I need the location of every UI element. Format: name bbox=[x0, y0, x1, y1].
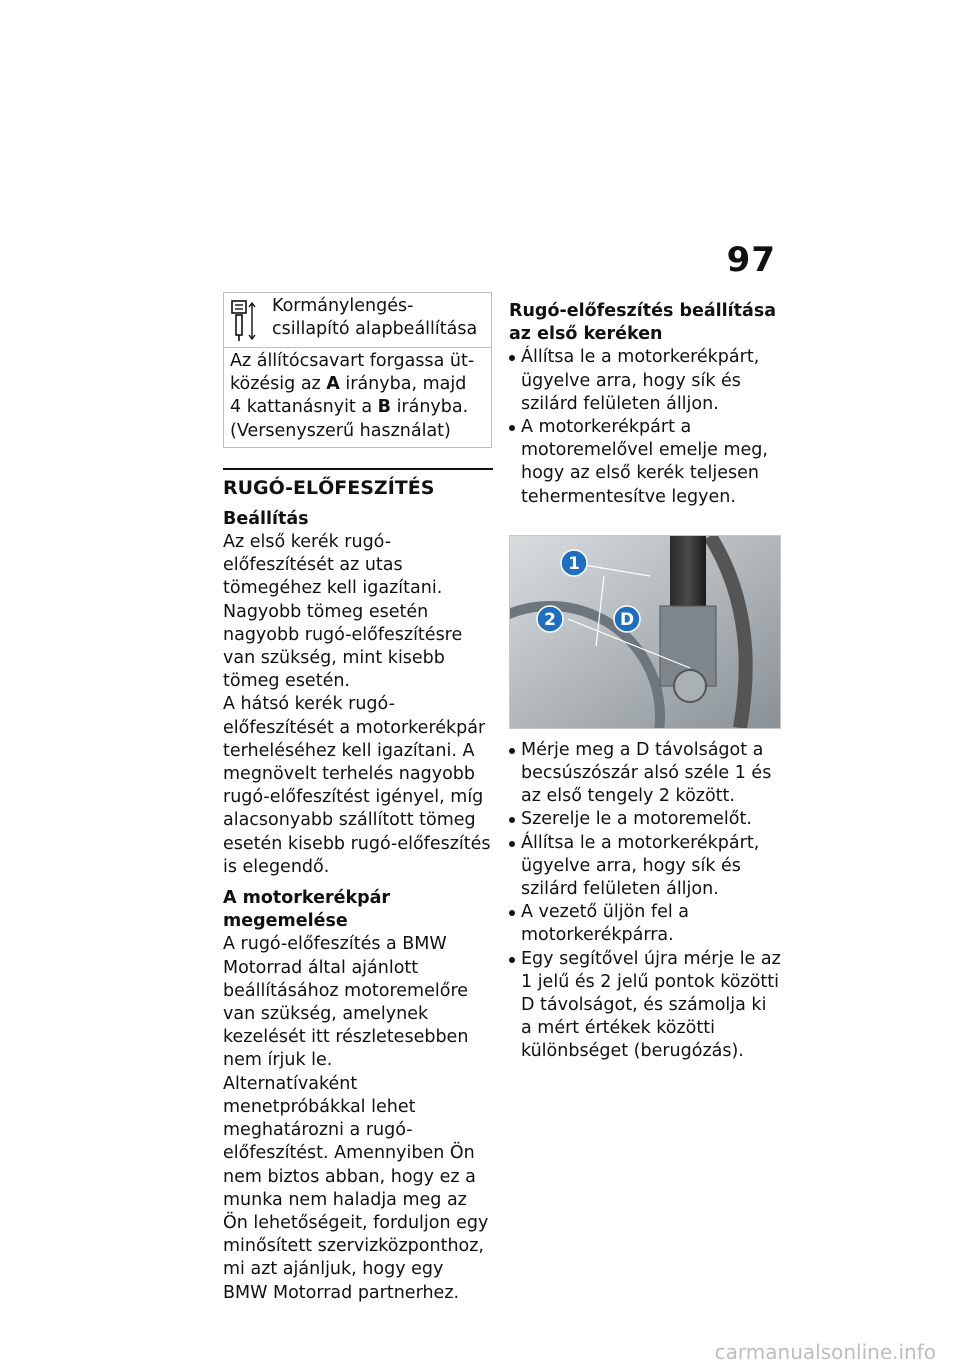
direction-a-label: A bbox=[326, 374, 340, 395]
note-text: (Versenyszerű használat) bbox=[230, 420, 451, 441]
list-item: A vezető üljön fel a motorkerékpárra. bbox=[509, 901, 781, 947]
note-body bbox=[224, 348, 491, 447]
suspension-adjust-icon bbox=[230, 299, 264, 343]
front-adjust-heading: Rugó-előfeszítés beállítása az első keréken bbox=[509, 301, 777, 345]
section-divider bbox=[223, 468, 493, 470]
direction-b-label: B bbox=[377, 397, 391, 418]
note-text: Az állítócsavart forgassa üt- bbox=[230, 351, 475, 371]
paragraph-front: Az első kerék rugó-előfeszítését az utas tömegéhez kell igazítani. Nagyobb tömeg esetén nagyobb rugó-előfeszítésre van szükség, mint kisebb tömeg esetén. bbox=[223, 532, 463, 692]
watermark: carmanualsonline.info bbox=[714, 1340, 936, 1364]
callout-label: D bbox=[619, 609, 635, 630]
callout-label: 1 bbox=[568, 553, 580, 574]
note-title: Kormánylengés-csillapító alapbeállítása bbox=[272, 296, 478, 340]
page-number: 97 bbox=[726, 240, 776, 280]
section-title: RUGÓ-ELŐFESZÍTÉS bbox=[223, 476, 435, 499]
paragraph-rear: A hátsó kerék rugó-előfeszítését a motorkerékpár terheléséhez kell igazítani. A megnövelt terhelés nagyobb rugó-előfeszítést igényel, míg alacsonyabb szállított tömeg esetén kisebb rugó-előfeszítés is elegendő. bbox=[223, 694, 491, 877]
right-column bbox=[509, 292, 781, 1064]
bullet-list-b bbox=[509, 739, 781, 1064]
fork-illustration bbox=[510, 536, 780, 728]
subsection-title-setting: Beállítás bbox=[223, 508, 309, 529]
list-item: Mérje meg a D távolságot a becsúszószár alsó széle 1 és az első tengely 2 között. bbox=[509, 739, 781, 809]
paragraph-lift: A rugó-előfeszítés a BMW Motorrad által ajánlott beállításához motoremelőre van szükség, amelynek kezelését itt részletesebben nem írjuk le. bbox=[223, 934, 469, 1071]
note-text: irányba. bbox=[391, 397, 469, 418]
note-text: 4 kattanásnyit a bbox=[230, 397, 378, 418]
paragraph-alternative: Alternatívaként menetpróbákkal lehet meghatározni a rugó-előfeszítést. Amennyiben Ön nem biztos abban, hogy ez a munka nem haladja meg az Ön lehetőségeit, forduljon egy minősített szervizközponthoz, mi azt ajánljuk, hogy egy BMW Motorrad partnerhez. bbox=[223, 1073, 489, 1303]
list-item: A motorkerékpárt a motoremelővel emelje meg, hogy az első kerék teljesen tehermentesítve legyen. bbox=[509, 416, 781, 509]
subsection-title-lift: A motorkerékpár megemelése bbox=[223, 888, 391, 932]
left-column bbox=[223, 292, 493, 1305]
note-text: irányba, majd bbox=[339, 374, 467, 395]
note-header bbox=[224, 293, 491, 348]
list-item: Egy segítővel újra mérje le az 1 jelű és 2 jelű pontok közötti D távolságot, és számolja ki a mért értékek közötti különbséget (berugózás). bbox=[509, 948, 781, 1064]
list-item: Állítsa le a motorkerékpárt, ügyelve arra, hogy sík és szilárd felületen álljon. bbox=[509, 832, 781, 902]
list-item: Állítsa le a motorkerékpárt, ügyelve arra, hogy sík és szilárd felületen álljon. bbox=[509, 346, 781, 416]
callout-label: 2 bbox=[544, 609, 556, 630]
note-box bbox=[223, 292, 492, 448]
note-text: közésig az bbox=[230, 374, 327, 395]
fork-photo bbox=[509, 535, 781, 729]
list-item: Szerelje le a motoremelőt. bbox=[509, 808, 781, 831]
bullet-list-a bbox=[509, 346, 781, 508]
